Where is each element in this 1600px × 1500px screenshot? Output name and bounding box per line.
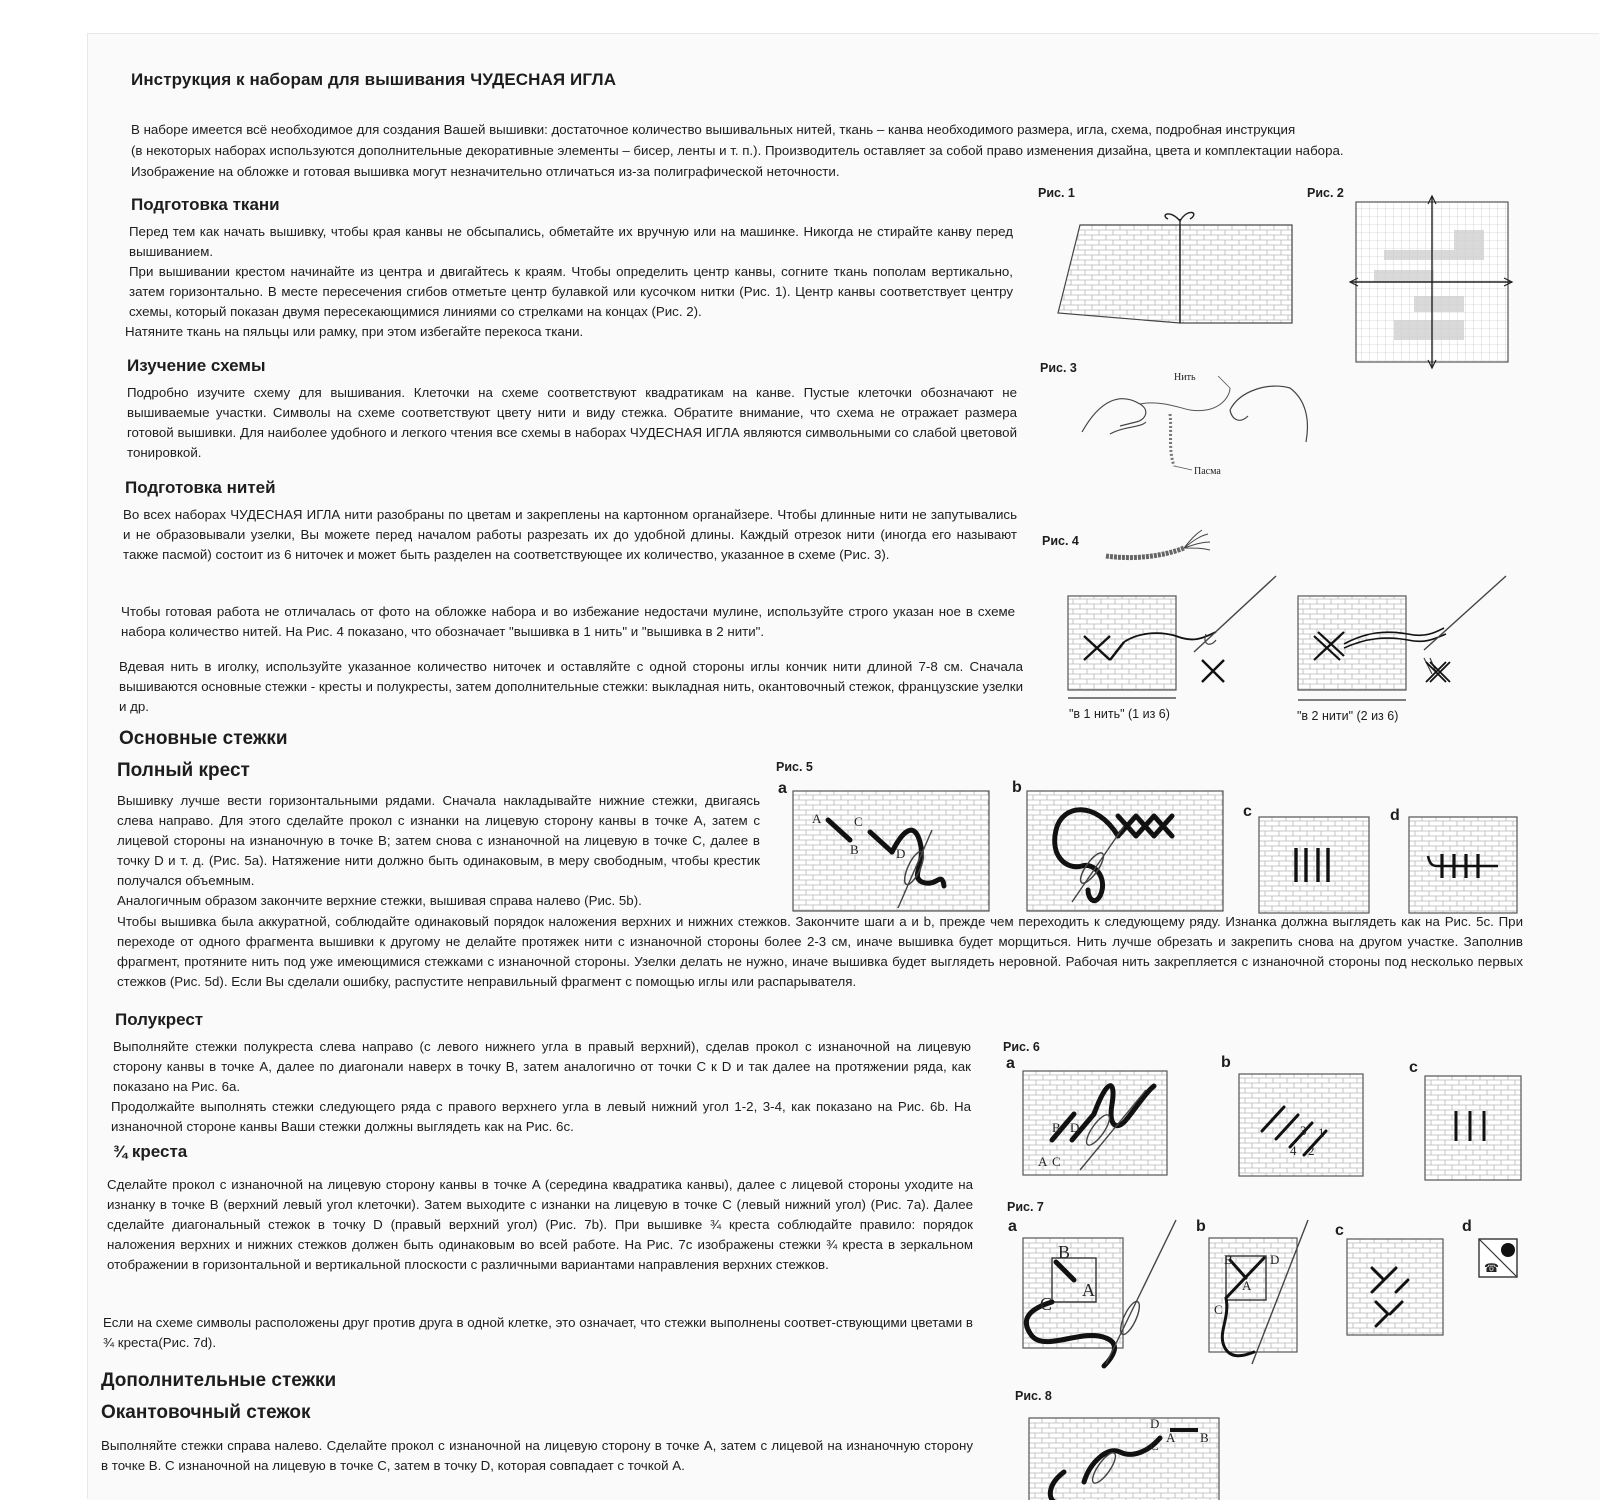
fig5d-label: d (1390, 807, 1400, 824)
fig7d-symbol-cell (1478, 1238, 1518, 1278)
fig4-one-thread (1066, 574, 1286, 704)
fig6c-back-side (1424, 1075, 1522, 1181)
fig6a-half-cross (1022, 1070, 1168, 1176)
full-cross-para-2: Аналогичным образом закончите верхние стежки, вышивая справа налево (Рис. 5b). (117, 893, 642, 908)
heading-scheme: Изучение схемы (127, 356, 266, 375)
fig3-label: Рис. 3 (1040, 361, 1077, 375)
fig8-point-C: C (1150, 1438, 1159, 1453)
three-quarter-para-2: Если на схеме символы расположены друг против друга в одной клетке, это означает, что стежки выполнены соответ-ствующими цветами в ¾ креста(Рис. 7d). (103, 1315, 973, 1350)
full-cross-para-3: Чтобы вышивка была аккуратной, соблюдайте одинаковый порядок наложения верхних и нижних стежков. Закончите шаги a и b, прежде чем переходить к следующему ряду. Изнанка должна выглядеть как на Рис. 5c. При переходе от одного фрагмента вышивки к другому не делайте протяжек нити с изнаночной стороны более 2-3 см, иначе вышивка будет морщиться. Нить лучше обрезать и закрепить снова на другом участке. Заполнив фрагмент, протяните нить под уже имеющимися стежками с изнаночной стороны. Узелки делать не нужно, иначе вышивка будет выглядеть неровной. Рабочая нить закрепляется с изнаночной стороны под несколько первых стежков (Рис. 5d). Если Вы сделали ошибку, распустите неправильный фрагмент с помощью иглы или распарывателя. (117, 914, 1523, 989)
fig5c-back-side (1258, 816, 1370, 914)
fig4-caption-1: "в 1 нить" (1 из 6) (1069, 707, 1170, 721)
edge-stitch-para: Выполняйте стежки справа налево. Сделайте прокол с изнаночной на лицевую сторону в точке A, затем с лицевой на изнаночную сторону в точке B. С изнаночной на лицевую в точке C, затем в точку D, которая совпадает с точкой A. (101, 1438, 973, 1473)
threads-para-2: Чтобы готовая работа не отличалась от фото на обложке набора и во избежание недостачи мулине, используйте строго указан ное в схеме набора количество нитей. На Рис. 4 показано, что обозначает "вышивка в 1 нить" и "вышивка в 2 нити". (121, 604, 1015, 639)
fig1-label: Рис. 1 (1038, 186, 1075, 200)
fig6c-label: c (1409, 1059, 1418, 1076)
fig7b-label: b (1196, 1218, 1206, 1235)
fig7b-diagonal (1208, 1218, 1312, 1380)
fig2-label: Рис. 2 (1307, 186, 1344, 200)
half-cross-para-1: Выполняйте стежки полукреста слева направо (с левого нижнего угла в правый верхний), сделав прокол с изнаночной на лицевую сторону канвы в точке A, далее по диагонали наверх в точку B, затем аналогично от точки C к D и так далее на протяжении ряда, как показано на Рис. 6a. (113, 1039, 971, 1094)
half-cross-para-2: Продолжайте выполнять стежки следующего ряда с правого верхнего угла в левый нижний угол 1-2, 3-4, как показано на Рис. 6b. На изнаночной стороне канвы Ваши стежки должны выглядеть как на Рис. 6c. (111, 1099, 971, 1134)
fig5d-fastening (1408, 816, 1518, 914)
fig8-label: Рис. 8 (1015, 1389, 1052, 1403)
fabric-para-1: Перед тем как начать вышивку, чтобы края канвы не обсыпались, обметайте их вручную или на машинке. Никогда не стирайте канву перед вышиванием. (129, 224, 1013, 259)
fig5a-point-B: B (850, 842, 859, 857)
heading-edge-stitch: Окантовочный стежок (101, 1402, 311, 1423)
intro-line-1: В наборе имеется всё необходимое для создания Вашей вышивки: достаточное количество вышивальных нитей, ткань – канва необходимого размера, игла, схема, подробная инструкция (131, 122, 1296, 137)
fig7a-point-C: C (1040, 1294, 1053, 1314)
page-title: Инструкция к наборам для вышивания ЧУДЕСНАЯ ИГЛА (131, 70, 617, 89)
heading-three-quarter-cross: ¾ креста (113, 1142, 188, 1161)
fig6a-point-A: A (1038, 1154, 1048, 1169)
fig8-point-D: D (1150, 1416, 1160, 1431)
fig2-scheme-center (1354, 200, 1514, 366)
fig8-point-B: B (1200, 1430, 1209, 1445)
fig3-thread-label: Нить (1174, 372, 1196, 383)
heading-fabric: Подготовка ткани (131, 195, 280, 214)
heading-basic-stitches: Основные стежки (119, 728, 288, 749)
scheme-para: Подробно изучите схему для вышивания. Клеточки на схеме соответствуют квадратикам на канве. Пустые клеточки обозначают не вышиваемые участки. Символы на схеме соответствуют цвету нити и виду стежка. Обратите внимание, что схема не отражает размера готовой вышивки. Для наиболее удобного и легкого чтения все схемы в наборах ЧУДЕСНАЯ ИГЛА являются символьными со слабой цветовой тонировкой. (127, 385, 1017, 460)
fig3-dividing-threads (1080, 370, 1312, 482)
fig7a-three-quarter (1022, 1218, 1180, 1378)
fig6b-second-row (1238, 1073, 1364, 1177)
fig6b-label: b (1221, 1054, 1231, 1071)
fig6b-num-3: 3 (1300, 1123, 1307, 1138)
heading-threads: Подготовка нитей (125, 478, 276, 497)
fig5a-point-A: A (812, 811, 822, 826)
fig3-skein-label: Пасма (1194, 466, 1221, 477)
fig7d-label: d (1462, 1218, 1472, 1235)
fig4-caption-2: "в 2 нити" (2 из 6) (1297, 709, 1399, 723)
fig7b-point-A: A (1242, 1278, 1252, 1293)
fig6a-point-B: B (1052, 1120, 1061, 1135)
fig7a-point-B: B (1058, 1242, 1071, 1262)
fig5a-point-D: D (896, 846, 906, 861)
fig6a-label: a (1006, 1055, 1015, 1072)
fig7-label: Рис. 7 (1007, 1200, 1044, 1214)
fig7a-point-A: A (1082, 1280, 1095, 1300)
fig7c-label: c (1335, 1222, 1344, 1239)
fig4-label: Рис. 4 (1042, 534, 1079, 548)
fig8-edge-stitch (1028, 1408, 1220, 1500)
fig6b-num-4: 4 (1290, 1143, 1297, 1158)
intro-line-3: Изображение на обложке и готовая вышивка могут незначительно отличаться из-за полиграфической неточности. (131, 164, 840, 179)
fig7b-point-D: D (1270, 1252, 1280, 1267)
fig1-folded-canvas (1050, 205, 1300, 333)
fig5a-label: a (778, 780, 787, 797)
fig6b-num-2: 2 (1308, 1143, 1315, 1158)
fig5c-label: c (1243, 803, 1252, 820)
intro-line-2: (в некоторых наборах используются дополнительные декоративные элементы – бисер, ленты и т. п.). Производитель оставляет за собой право изменения дизайна, цвета и комплектации набора. (131, 143, 1344, 158)
threads-para-3: Вдевая нить в иголку, используйте указанное количество ниточек и оставляйте с одной стороны иглы кончик нити длиной 7-8 см. Сначала вышиваются основные стежки - кресты и полукресты, затем дополнительные стежки: выкладная нить, окантовочный стежок, французские узелки и др. (119, 659, 1023, 714)
fig6-label: Рис. 6 (1003, 1040, 1040, 1054)
fig8-point-A: A (1166, 1430, 1176, 1445)
heading-full-cross: Полный крест (117, 760, 250, 781)
fig4-two-threads (1296, 574, 1516, 704)
fig6a-point-C: C (1052, 1154, 1061, 1169)
fabric-para-2: При вышивании крестом начинайте из центра и двигайтесь к краям. Чтобы определить центр канвы, согните ткань пополам вертикально, затем горизонтально. В месте пересечения сгибов отметьте центр булавкой или кусочком нитки (Рис. 1). Центр канвы соответствует центру схемы, который показан двумя пересекающимися линиями со стрелками на концах (Рис. 2). (129, 264, 1013, 319)
fabric-para-3: Натяните ткань на пяльцы или рамку, при этом избегайте перекоса ткани. (125, 324, 584, 339)
fig5b-label: b (1012, 779, 1022, 796)
fig5a-bottom-stitches (792, 790, 992, 914)
heading-half-cross: Полукрест (115, 1010, 204, 1029)
threads-para-1: Во всех наборах ЧУДЕСНАЯ ИГЛА нити разобраны по цветам и закреплены на картонном органайзере. Чтобы длинные нити не запутывались и не образовывали узелки, Вы можете перед началом работы разрезать их до удобной длины. Каждый отрезок нити (иногда его называют также пасмой) состоит из 6 ниточек и может быть разделен на соответствующее их количество, указанное в схеме (Рис. 3). (123, 507, 1017, 562)
fig4-twisted-thread (1104, 530, 1214, 566)
fig7a-label: a (1008, 1218, 1017, 1235)
three-quarter-para-1: Сделайте прокол с изнаночной на лицевую сторону канвы в точке A (середина квадратика канвы), далее с лицевой стороны уходите на изнанку в точке B (верхний левый угол клеточки). Затем выходите с изнанки на лицевую в точке C (левый нижний угол) (Рис. 7a). Далее сделайте диагональный стежок в точку D (правый верхний угол) (Рис. 7b). При вышивке ¾ креста соблюдайте правило: порядок наложения верхних и нижних стежков должен быть одинаковым во всей работе. На Рис. 7c изображены стежки ¾ креста в зеркальном отображении в горизонтальной и вертикальной плоскости с различными вариантами направления верхних стежков. (107, 1177, 973, 1272)
fig7b-point-C: C (1214, 1302, 1223, 1317)
heading-extra-stitches: Дополнительные стежки (101, 1370, 337, 1391)
fig5-label: Рис. 5 (776, 760, 813, 774)
full-cross-para-1: Вышивку лучше вести горизонтальными рядами. Сначала накладывайте нижние стежки, двигаясь слева направо. Для этого сделайте прокол с изнанки на лицевую сторону канвы в точке A, затем с лицевой стороны на изнаночную в точке B; затем снова с изнаночной на лицевую в точке C, далее в точку D и т. д. (Рис. 5a). Натяжение нити должно быть одинаковым, в меру свободным, чтобы крестик получался объемным. (117, 793, 760, 888)
fig6a-point-D: D (1070, 1120, 1080, 1135)
fig6b-num-1: 1 (1318, 1125, 1325, 1140)
fig5b-top-stitches (1026, 790, 1226, 914)
phone-icon: ☎ (1484, 1261, 1499, 1275)
fig5a-point-C: C (854, 814, 863, 829)
fig7c-mirrored (1346, 1238, 1444, 1338)
fig7b-point-B: B (1224, 1252, 1233, 1267)
